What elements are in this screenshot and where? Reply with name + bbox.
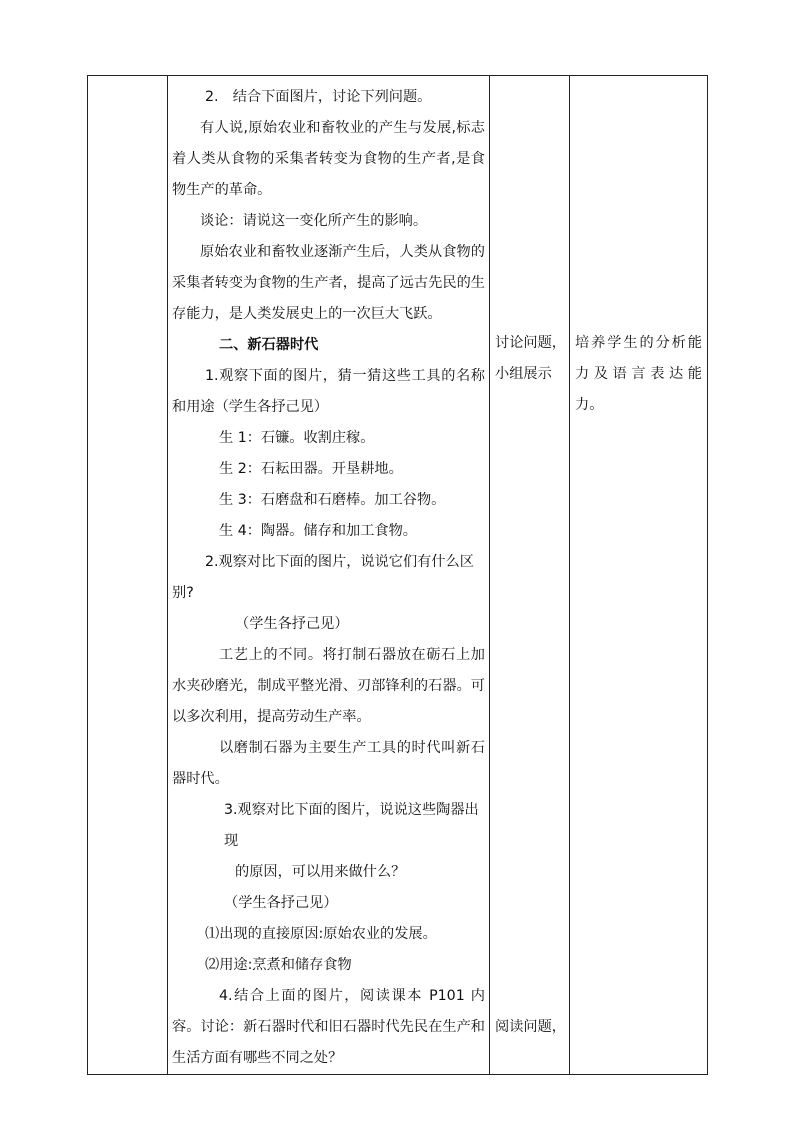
- activity-line: 小组展示: [495, 366, 552, 382]
- content-paragraph: 2.观察对比下面的图片，说说它们有什么区别?: [172, 554, 474, 601]
- content-paragraph: 2. 结合下面图片，讨论下列问题。: [205, 89, 432, 105]
- content-paragraph: 谈论：请说这一变化所产生的影响。: [200, 213, 428, 229]
- lesson-plan-table: [87, 75, 708, 1075]
- content-paragraph: 有人说,原始农业和畜牧业的产生与发展,标志着人类从食物的采集者转变为食物的生产者,是食物生产的革命。: [172, 120, 485, 198]
- section-heading: 二、新石器时代: [219, 337, 319, 353]
- content-paragraph: 生 4：陶器。储存和加工食物。: [219, 523, 417, 539]
- teaching-content-cell: [168, 76, 490, 1075]
- content-paragraph: （学生各抒己见）: [224, 895, 338, 911]
- activity-line: 讨论问题，: [495, 335, 566, 351]
- activity-line: 阅读问题，: [495, 1019, 566, 1035]
- content-paragraph: 生 1：石镰。收割庄稼。: [219, 430, 375, 446]
- content-paragraph: 4.结合上面的图片，阅读课本 P101 内容。讨论：新石器时代和旧石器时代先民在生产和生活方面有哪些不同之处？: [172, 988, 485, 1066]
- content-paragraph: 以磨制石器为主要生产工具的时代叫新石器时代。: [172, 740, 485, 787]
- content-paragraph: 原始农业和畜牧业逐渐产生后，人类从食物的采集者转变为食物的生产者，提高了远古先民的生存能力，是人类发展史上的一次巨大飞跃。: [172, 244, 485, 322]
- design-intent-text: 培养学生的分析能力及语言表达能力。: [575, 335, 702, 413]
- content-paragraph: ⑴出现的直接原因:原始农业的发展。: [205, 926, 437, 942]
- content-paragraph: 的原因，可以用来做什么？: [235, 864, 406, 880]
- content-paragraph: 1.观察下面的图片，猜一猜这些工具的名称和用途（学生各抒己见）: [172, 368, 485, 415]
- student-activity-cell: [490, 76, 570, 1075]
- content-paragraph: （学生各抒己见）: [235, 616, 349, 632]
- content-paragraph: ⑵用途:烹煮和储存食物: [205, 957, 352, 973]
- content-paragraph: 3.观察对比下面的图片，说说这些陶器出现: [224, 802, 479, 849]
- content-paragraph: 工艺上的不同。将打制石器放在砺石上加水夹砂磨光，制成平整光滑、刃部锋利的石器。可以多次利用，提高劳动生产率。: [172, 647, 485, 725]
- content-paragraph: 生 2：石耘田器。开垦耕地。: [219, 461, 403, 477]
- blank-column-cell: [88, 76, 168, 1075]
- content-paragraph: 生 3：石磨盘和石磨棒。加工谷物。: [219, 492, 446, 508]
- design-intent-cell: [570, 76, 708, 1075]
